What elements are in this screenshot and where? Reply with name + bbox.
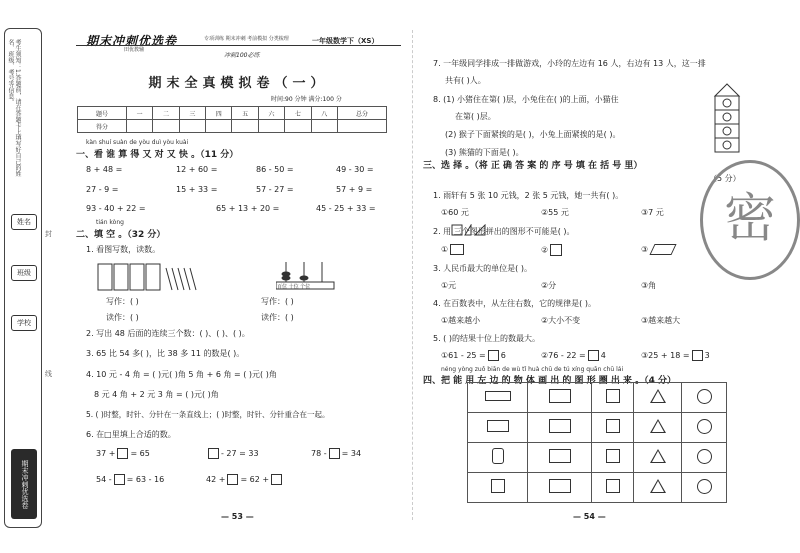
read-label: 读作：( ): [261, 313, 294, 322]
c1-text: 1. 雨轩有 5 张 10 元钱，2 张 5 元钱，她一共有( )。: [433, 191, 624, 200]
score-label: 得分: [78, 120, 127, 133]
shape-cell[interactable]: [634, 383, 682, 413]
triangle-shape[interactable]: [650, 479, 666, 493]
shapes-hint-image: [451, 224, 487, 236]
q6-item-2: - 27 = 33: [206, 448, 259, 459]
shape-cell[interactable]: [634, 443, 682, 473]
shape-cell[interactable]: [682, 383, 727, 413]
shape-cell[interactable]: [682, 473, 727, 503]
score-header: 四: [206, 107, 232, 120]
q3-text: 3. 65 比 54 多( )，比 38 多 11 的数是( )。: [86, 349, 245, 358]
c4-text: 4. 在百数表中，从左往右数，它的规律是( )。: [433, 299, 596, 308]
school-field[interactable]: 学校: [11, 315, 37, 331]
c4-opt[interactable]: ②大小不变: [541, 316, 581, 325]
calc-item: 57 + 9 =: [336, 185, 373, 194]
shape-cell[interactable]: [592, 413, 634, 443]
answer-box[interactable]: [271, 474, 282, 485]
time-info: 时间:90 分钟 满分:100 分: [271, 96, 342, 103]
square-shape[interactable]: [606, 449, 620, 463]
c5-opt[interactable]: ③25 + 18 = 3: [641, 351, 710, 360]
shape-cell[interactable]: [592, 443, 634, 473]
animal-tower-image: [709, 82, 745, 162]
circle-shape[interactable]: [697, 389, 712, 404]
triangle-shape[interactable]: [650, 389, 666, 403]
secret-stamp: 密: [700, 160, 800, 280]
answer-box[interactable]: [114, 474, 125, 485]
table-row: [468, 413, 727, 443]
circle-shape[interactable]: [697, 479, 712, 494]
sidebar-brand: 期末冲刺优选卷: [11, 449, 37, 519]
score-cell[interactable]: [258, 120, 284, 133]
score-header: 总分: [337, 107, 386, 120]
brand-sub: 田优教辅: [124, 47, 145, 53]
table-row: [468, 383, 727, 413]
score-cell[interactable]: [126, 120, 152, 133]
score-header: 题号: [78, 107, 127, 120]
rectangle-shape[interactable]: [549, 389, 571, 403]
sticks-bundle-image: [96, 260, 206, 296]
score-header: 七: [285, 107, 311, 120]
score-cell[interactable]: [153, 120, 179, 133]
shape-cell[interactable]: [682, 443, 727, 473]
q8-1-text: 8. (1) 小猪住在第( )层，小兔住在( )的上面，小猫住: [433, 95, 619, 104]
c1-opt[interactable]: ③7 元: [641, 208, 664, 217]
shape-cell[interactable]: [528, 443, 592, 473]
object-cell: [468, 383, 528, 413]
object-cell: [468, 473, 528, 503]
binding-sidebar: [4, 28, 52, 528]
q6-text: 6. 在□里填上合适的数。: [86, 430, 176, 439]
c3-opt[interactable]: ②分: [541, 281, 557, 290]
c3-opt[interactable]: ③角: [641, 281, 657, 290]
shape-cell[interactable]: [634, 473, 682, 503]
score-header: 一: [126, 107, 152, 120]
square-shape[interactable]: [606, 479, 620, 493]
calc-item: 12 + 60 =: [176, 165, 218, 174]
seal-mark-1: 封: [45, 230, 52, 238]
calc-item: 8 + 48 =: [86, 165, 123, 174]
page-header: [76, 30, 401, 58]
abacus-labels: 百位 十位 个位: [277, 284, 311, 290]
class-field[interactable]: 班级: [11, 265, 37, 281]
score-header: 五: [232, 107, 258, 120]
c2-text: 2. 用 三个图形拼出的图形不可能是( )。: [433, 227, 575, 236]
calc-item: 49 - 30 =: [336, 165, 374, 174]
object-cell: [468, 443, 528, 473]
calc-item: 27 - 9 =: [86, 185, 119, 194]
q1-text: 1. 看图写数，读数。: [86, 245, 161, 254]
section-1-title: 一、看 谁 算 得 又 对 又 快 。（11 分）: [76, 150, 239, 160]
calc-item: 93 - 40 + 22 =: [86, 204, 146, 213]
q6-item-5: 42 + = 62 +: [206, 474, 284, 485]
score-header: 二: [153, 107, 179, 120]
c1-opt[interactable]: ②55 元: [541, 208, 569, 217]
sidebar-notice: 考生须知：1.答题前，请在答题卡上填写好自己的姓名、班级、考号等信息。: [7, 39, 21, 177]
shape-cell[interactable]: [592, 473, 634, 503]
read-label: 读作：( ): [106, 313, 139, 322]
box-object-icon: [487, 420, 509, 432]
q4a-text: 4. 10 元 - 4 角 = ( )元( )角 5 角 + 6 角 = ( )元( )角: [86, 370, 277, 379]
q7a-text: 7. 一年级同学排成一排做游戏，小玲的左边有 16 人，右边有 13 人，这一排: [433, 59, 706, 68]
score-cell[interactable]: [232, 120, 258, 133]
table-row: [468, 473, 727, 503]
c5-text: 5. ( )的结果十位上的数最大。: [433, 334, 540, 343]
c1-opt[interactable]: ①60 元: [441, 208, 469, 217]
page-title: 期末全真模拟卷（一）: [148, 76, 329, 91]
page-number-right: — 54 —: [573, 512, 606, 521]
circle-shape[interactable]: [697, 419, 712, 434]
rectangle-shape[interactable]: [549, 449, 571, 463]
c2-opt[interactable]: ②: [541, 244, 564, 256]
c2-opt[interactable]: ③: [641, 244, 674, 255]
flat-object-icon: [485, 391, 511, 401]
shapes-table: [467, 382, 727, 503]
header-line: [76, 45, 401, 46]
rectangle-shape[interactable]: [549, 419, 571, 433]
score-cell[interactable]: [337, 120, 386, 133]
section-4-title: 四、把 能 用 左 边 的 物 体 画 出 的 图 形 圈 出 来 。（4 分）: [423, 376, 677, 386]
c3-text: 3. 人民币最大的单位是( )。: [433, 264, 532, 273]
q7b-text: 共有( )人。: [445, 76, 486, 85]
calc-item: 86 - 50 =: [256, 165, 294, 174]
shape-cell[interactable]: [634, 413, 682, 443]
q6-item-1: 37 + = 65: [96, 449, 150, 458]
c3-opt[interactable]: ①元: [441, 281, 457, 290]
shape-cell[interactable]: [528, 383, 592, 413]
q8-2-text: (2) 猴子下面紧挨的是( )，小兔上面紧挨的是( )。: [445, 130, 621, 139]
rectangle-shape[interactable]: [549, 479, 571, 493]
name-field[interactable]: 姓名: [11, 214, 37, 230]
square-shape[interactable]: [606, 389, 620, 403]
q4b-text: 8 元 4 角 + 2 元 3 角 = ( )元( )角: [94, 390, 219, 399]
score-header: 三: [179, 107, 205, 120]
grade-label: 一年级数学下（XS）: [312, 37, 379, 45]
score-cell[interactable]: [311, 120, 337, 133]
s1-pinyin: kàn shuí suàn de yòu duì yòu kuài: [86, 139, 189, 146]
q8-1b-text: 在第( )层。: [455, 112, 496, 121]
answer-box[interactable]: [117, 448, 128, 459]
center-divider: [412, 30, 413, 520]
answer-box[interactable]: [208, 448, 219, 459]
answer-box[interactable]: [227, 474, 238, 485]
square-shape[interactable]: [606, 419, 620, 433]
shape-cell[interactable]: [592, 383, 634, 413]
table-row: [78, 120, 387, 133]
score-header: 八: [311, 107, 337, 120]
can-object-icon: [492, 448, 504, 464]
c4-opt[interactable]: ③越来越大: [641, 316, 681, 325]
shape-cell[interactable]: [528, 413, 592, 443]
section-2-title: 二、填 空 。（32 分）: [76, 230, 166, 240]
triangle-shape[interactable]: [650, 449, 666, 463]
score-header: 六: [258, 107, 284, 120]
score-cell[interactable]: [206, 120, 232, 133]
page-number-left: — 53 —: [221, 512, 254, 521]
q6-item-4: 54 - = 63 - 16: [96, 475, 165, 484]
q8-3-text: (3) 熊猫的下面是( )。: [445, 148, 524, 157]
shape-cell[interactable]: [528, 473, 592, 503]
triangle-shape[interactable]: [650, 419, 666, 433]
seal-mark-2: 线: [45, 370, 52, 378]
c2-opt[interactable]: ①: [441, 244, 466, 255]
answer-box[interactable]: [329, 448, 340, 459]
section-3-title: 三、选 择 。（将 正 确 答 案 的 序 号 填 在 括 号 里）: [423, 161, 643, 171]
c5-opt[interactable]: ②76 - 22 = 4: [541, 351, 606, 360]
s4-pinyin: néng yòng zuǒ biān de wù tǐ huà chū de tú xíng quān chū lái: [441, 366, 624, 373]
brand-logo: 期末冲刺优选卷: [86, 34, 178, 48]
score-cell[interactable]: [285, 120, 311, 133]
sidebar-notice-2: [11, 349, 21, 439]
calc-item: 15 + 33 =: [176, 185, 218, 194]
s2-pinyin: tián kòng: [96, 219, 124, 226]
slogan: 冲刺100必练: [224, 52, 260, 59]
brand-tags: 专项训练 期末冲刺 考前模拟 分类梳理: [204, 36, 289, 42]
q6-item-3: 78 - = 34: [311, 449, 362, 458]
write-label: 写作：( ): [106, 297, 139, 306]
write-label: 写作：( ): [261, 297, 294, 306]
shape-cell[interactable]: [682, 413, 727, 443]
calc-item: 57 - 27 =: [256, 185, 294, 194]
q5-text: 5. ( )时整，时针、分针在一条直线上；( )时整，时针、分针重合在一起。: [86, 410, 330, 419]
calc-item: 45 - 25 + 33 =: [316, 204, 376, 213]
table-row: [78, 107, 387, 120]
q2-text: 2. 写出 48 后面的连续三个数：( )、( )、( )。: [86, 329, 250, 338]
score-cell[interactable]: [179, 120, 205, 133]
section-3-score: （5 分）: [709, 174, 741, 183]
c4-opt[interactable]: ①越来越小: [441, 316, 481, 325]
table-row: [468, 443, 727, 473]
calc-item: 65 + 13 + 20 =: [216, 204, 280, 213]
object-cell: [468, 413, 528, 443]
score-table: [77, 106, 387, 133]
cube-object-icon: [491, 479, 505, 493]
c5-opt[interactable]: ①61 - 25 = 6: [441, 351, 506, 360]
circle-shape[interactable]: [697, 449, 712, 464]
